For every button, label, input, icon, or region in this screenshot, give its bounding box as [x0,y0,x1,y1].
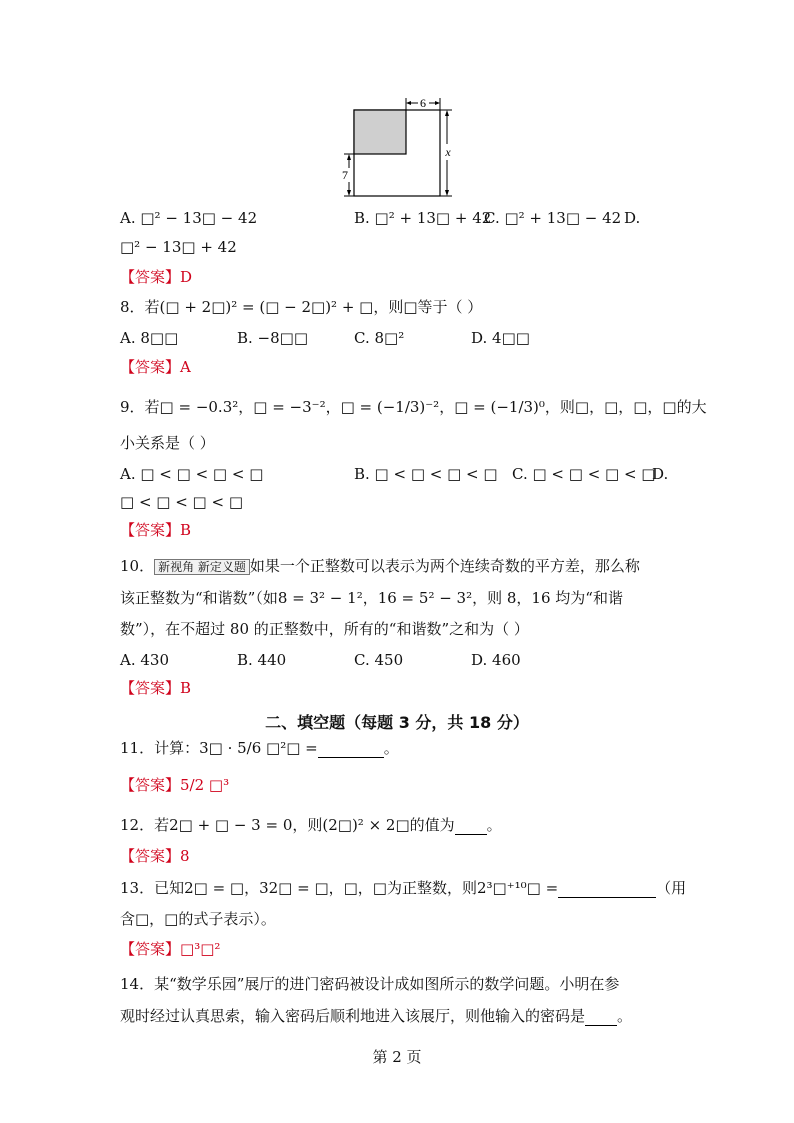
q9-option-b: B. □ < □ < □ < □ [354,465,498,483]
q8-answer: 【答案】A [120,358,191,376]
q10-stem-line2: 该正整数为“和谐数”（如8 = 3² − 1²，16 = 5² − 3²，则 8，16 均为“和谐 [120,589,623,607]
q10-answer: 【答案】B [120,679,192,697]
q7-option-c: C. □² + 13□ − 42 [484,209,622,227]
page-number: 第 2 页 [372,1048,422,1066]
q8-option-d: D. 4□□ [471,329,530,347]
q9-option-d: □ < □ < □ < □ [120,493,244,511]
q13-stem: 13．已知2□ = □，32□ = □，□，□为正整数，则2³□⁺¹⁰□ = （用 [120,879,687,897]
q10-tag: 新视角 新定义题 [154,559,250,575]
q11-stem: 11．计算：3□ · 5/6 □²□ = 。 [120,739,399,757]
q9-option-c: C. □ < □ < □ < □ [512,465,656,483]
figure-label-7: 7 [342,168,348,182]
q13-answer: 【答案】□³□² [120,940,221,958]
q9-option-d-label: D. [652,465,669,483]
q14-stem-line1: 14．某“数学乐园”展厅的进门密码被设计成如图所示的数学问题。小明在参 [120,975,620,993]
q14-stem-line2: 观时经过认真思索，输入密码后顺利地进入该展厅，则他输入的密码是 。 [120,1007,633,1025]
q10-stem-line3: 数”），在不超过 80 的正整数中，所有的“和谐数”之和为（ ） [120,620,529,638]
q7-option-d: □² − 13□ + 42 [120,238,237,256]
q7-option-d-label: D. [624,209,641,227]
q10-stem-line1: 10． 新视角 新定义题 如果一个正整数可以表示为两个连续奇数的平方差，那么称 [120,557,640,575]
section-title: 二、填空题（每题 3 分，共 18 分） [265,713,529,732]
q8-option-b: B. −8□□ [237,329,309,347]
q12-stem: 12．若2□ + □ − 3 = 0，则(2□)² × 2□的值为 。 [120,816,502,834]
q10-option-b: B. 440 [237,651,287,669]
rectangle-figure [330,92,470,204]
q7-answer: 【答案】D [120,268,193,286]
figure-label-x: x [445,145,451,159]
q8-option-a: A. 8□□ [120,329,179,347]
q9-stem-line2: 小关系是（ ） [120,434,215,452]
figure-label-6: 6 [420,96,426,110]
q9-stem-line1: 9．若□ = −0.3²，□ = −3⁻²，□ = (−1/3)⁻²，□ = (−1/3)⁰，则□，□，□，□的大 [120,398,707,416]
q7-option-a: A. □² − 13□ − 42 [120,209,258,227]
q11-answer: 【答案】5/2 □³ [120,776,230,794]
q9-answer: 【答案】B [120,521,192,539]
q9-option-a: A. □ < □ < □ < □ [120,465,264,483]
q7-option-b: B. □² + 13□ + 42 [354,209,492,227]
q10-option-a: A. 430 [120,651,169,669]
q8-stem: 8．若(□ + 2□)² = (□ − 2□)² + □，则□等于（ ） [120,298,483,316]
q10-option-d: D. 460 [471,651,521,669]
q12-answer: 【答案】8 [120,847,190,865]
q8-option-c: C. 8□² [354,329,405,347]
q10-option-c: C. 450 [354,651,404,669]
q13-stem-line2: 含□，□的式子表示）。 [120,910,276,928]
